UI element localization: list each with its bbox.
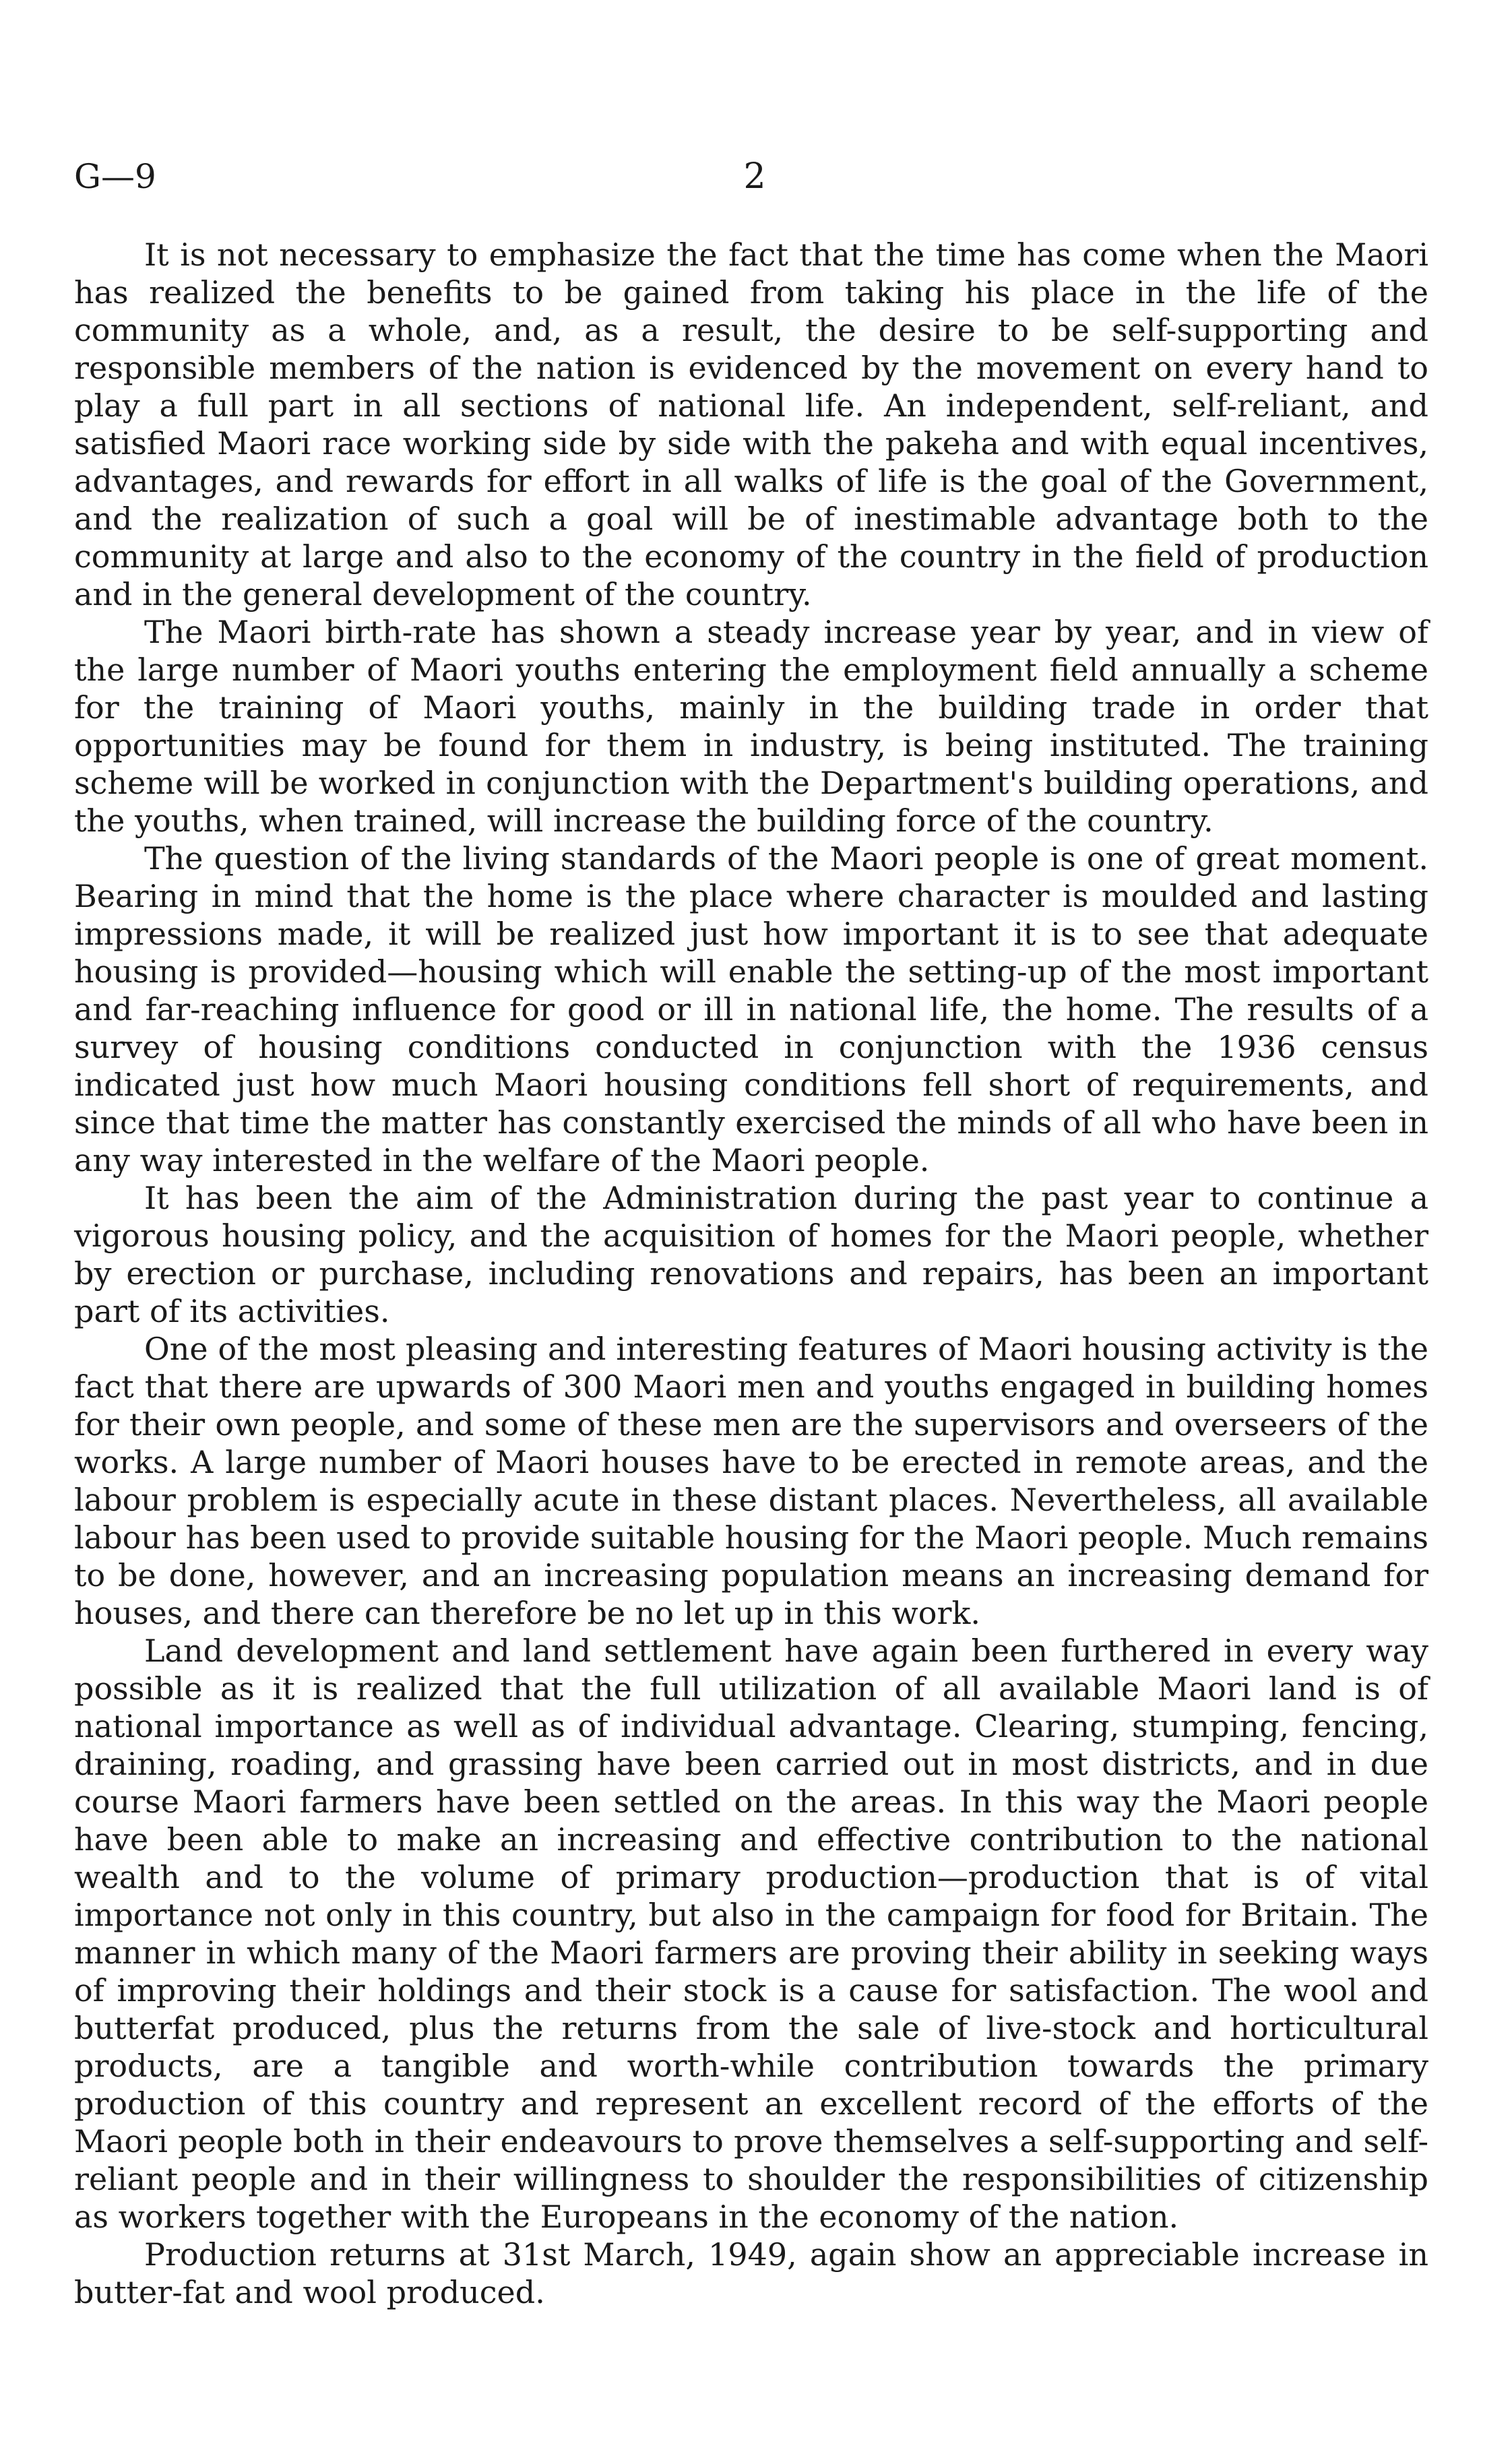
paragraph-housing-activity: One of the most pleasing and interesting features of Maori housing activity is the fact that there are upwards of 300 Maori men and youths engaged in building homes for their own people, and some of these men are the supervisors and overseers of the works. A large number of Maori houses have to be erected in remote areas, and the labour problem is especially acute in these distant places. Nevertheless, all available labour has been used to provide suitable housing for the Maori people. Much remains to be done, however, and an increasing population means an increasing demand for houses, and there can therefore be no let up in this work. bbox=[74, 1331, 1428, 1631]
page-header bbox=[74, 156, 1428, 203]
page-number: 2 bbox=[743, 156, 766, 197]
document-reference: G—9 bbox=[74, 157, 156, 196]
paragraph-production-returns: Production returns at 31st March, 1949, again show an appreciable increase in butter-fat and wool produced. bbox=[74, 2236, 1428, 2310]
paragraph-birth-rate: The Maori birth-rate has shown a steady increase year by year, and in view of the large number of Maori youths entering the employment field annually a scheme for the training of Maori youths, mainly in the building trade in order that opportunities may be found for them in industry, is being instituted. The training scheme will be worked in conjunction with the Department's building operations, and the youths, when trained, will increase the building force of the country. bbox=[74, 614, 1428, 839]
paragraph-aims: It is not necessary to emphasize the fact that the time has come when the Maori has realized the benefits to be gained from taking his place in the life of the community as a whole, and, as a result, the desire to be self-supporting and responsible members of the nation is evidenced by the movement on every hand to play a full part in all sections of national life. An independent, self-reliant, and satisfied Maori race working side by side with the pakeha and with equal incentives, advantages, and rewards for effort in all walks of life is the goal of the Government, and the realization of such a goal will be of inestimable advantage both to the community at large and also to the economy of the country in the field of production and in the general development of the country. bbox=[74, 237, 1428, 612]
paragraph-housing-policy: It has been the aim of the Administration during the past year to continue a vigorous housing policy, and the acquisition of homes for the Maori people, whether by erection or purchase, including renovations and repairs, has been an important part of its activities. bbox=[74, 1180, 1428, 1329]
paragraph-living-standards: The question of the living standards of the Maori people is one of great moment. Bearing in mind that the home is the place where character is moulded and lasting impressions made, it will be realized just how important it is to see that adequate housing is provided—housing which will enable the setting-up of the most important and far-reaching influence for good or ill in national life, the home. The results of a survey of housing conditions conducted in conjunction with the 1936 census indicated just how much Maori housing conditions fell short of requirements, and since that time the matter has constantly exercised the minds of all who have been in any way interested in the welfare of the Maori people. bbox=[74, 840, 1428, 1178]
paragraph-land-development: Land development and land settlement have again been furthered in every way possible as it is realized that the full utilization of all available Maori land is of national importance as well as of individual advantage. Clearing, stumping, fencing, draining, roading, and grassing have been carried out in most districts, and in due course Maori farmers have been settled on the areas. In this way the Maori people have been able to make an increasing and effective contribution to the national wealth and to the volume of primary production—production that is of vital importance not only in this country, but also in the campaign for food for Britain. The manner in which many of the Maori farmers are proving their ability in seeking ways of improving their holdings and their stock is a cause for satisfaction. The wool and butterfat produced, plus the returns from the sale of live-stock and horticultural products, are a tangible and worth-while contribution towards the primary production of this country and represent an excellent record of the efforts of the Maori people both in their endeavours to prove themselves a self-supporting and self-reliant people and in their willingness to shoulder the responsibilities of citizenship as workers together with the Europeans in the economy of the nation. bbox=[74, 1633, 1428, 2235]
body-text bbox=[74, 236, 1428, 2311]
